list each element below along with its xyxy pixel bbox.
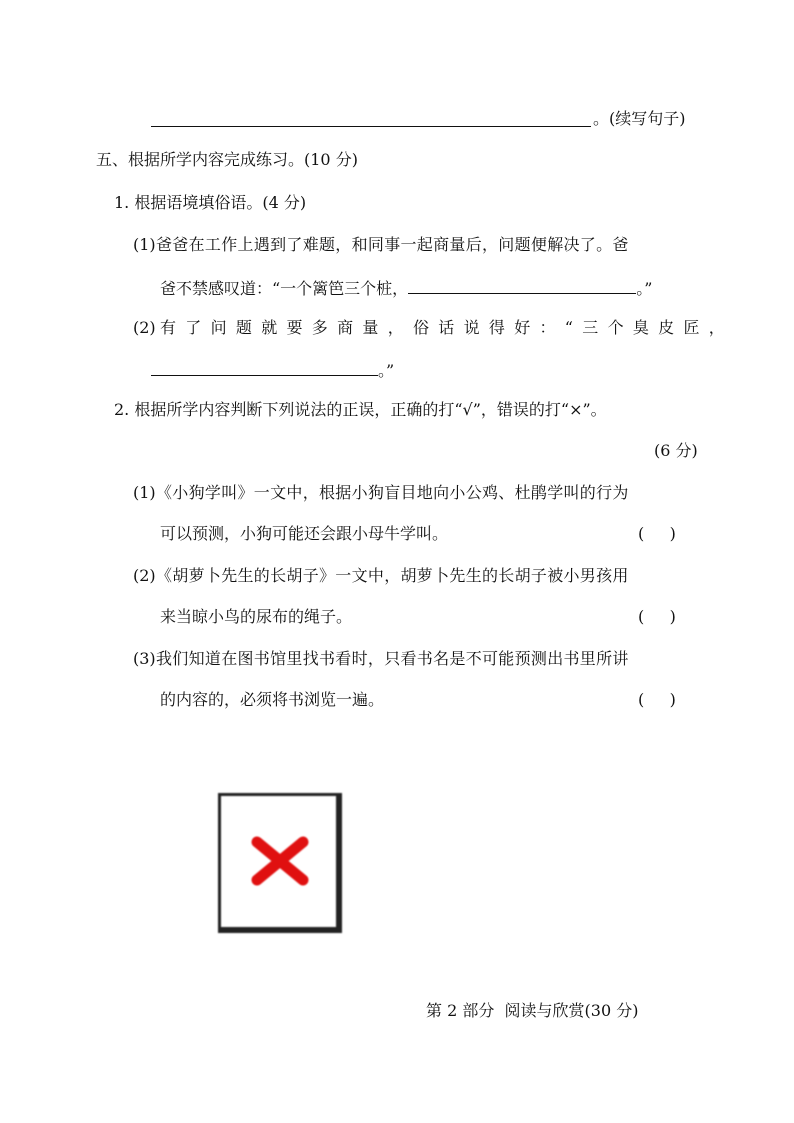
q2-item-1-line2: 可以预测，小狗可能还会跟小母牛学叫。 <box>160 524 449 543</box>
q1-item-2-number: (2) <box>133 318 156 337</box>
continuation-tail: 。(续写句子) <box>593 109 686 128</box>
q1-item-1-close: 。” <box>636 279 653 298</box>
q2-item-2-line1: 《胡萝卜先生的长胡子》一文中，胡萝卜先生的长胡子被小男孩用 <box>156 566 629 585</box>
q2-item-1-line1: 《小狗学叫》一文中，根据小狗盲目地向小公鸡、杜鹃学叫的行为 <box>156 483 629 502</box>
q1-item-2-blank[interactable] <box>151 359 378 376</box>
section-title: 五、根据所学内容完成练习。(10 分) <box>96 150 358 169</box>
q2-item-1-number: (1) <box>133 483 156 502</box>
q1-item-2-close: 。” <box>378 361 395 380</box>
q2-item-2-line2: 来当晾小鸟的尿布的绳子。 <box>160 607 353 626</box>
q1-item-2-line1: 有了问题就要多商量，俗话说得好：“三个臭皮匠， <box>160 318 735 337</box>
part-2-title: 第 2 部分 阅读与欣赏(30 分) <box>426 1001 639 1020</box>
q1-item-1-number: (1) <box>133 235 156 254</box>
q1-item-1-line2 <box>160 277 652 299</box>
continuation-blank[interactable] <box>151 110 591 127</box>
q1-item-1-line1: 爸爸在工作上遇到了难题，和同事一起商量后，问题便解决了。爸 <box>156 235 629 254</box>
broken-image-icon <box>218 793 342 933</box>
q1-item-1-blank[interactable] <box>408 277 636 294</box>
q2-item-3-line2: 的内容的，必须将书浏览一遍。 <box>160 690 385 709</box>
question-2-score: (6 分) <box>654 441 698 460</box>
q2-item-3-answer-box[interactable]: ( ) <box>638 690 676 709</box>
q1-item-1-prompt: 爸不禁感叹道：“一个篱笆三个桩， <box>160 279 409 298</box>
q2-item-2-number: (2) <box>133 566 156 585</box>
q1-item-2-line2 <box>151 359 394 381</box>
red-x-icon <box>251 836 309 886</box>
q2-item-2-answer-box[interactable]: ( ) <box>638 607 676 626</box>
q2-item-1-answer-box[interactable]: ( ) <box>638 524 676 543</box>
q2-item-3-line1: 我们知道在图书馆里找书看时，只看书名是不可能预测出书里所讲 <box>156 649 629 668</box>
q2-item-3-number: (3) <box>133 649 156 668</box>
question-2-title: 2. 根据所学内容判断下列说法的正误，正确的打“√”，错误的打“×”。 <box>114 400 607 419</box>
question-1-title: 1. 根据语境填俗语。(4 分) <box>114 193 307 212</box>
